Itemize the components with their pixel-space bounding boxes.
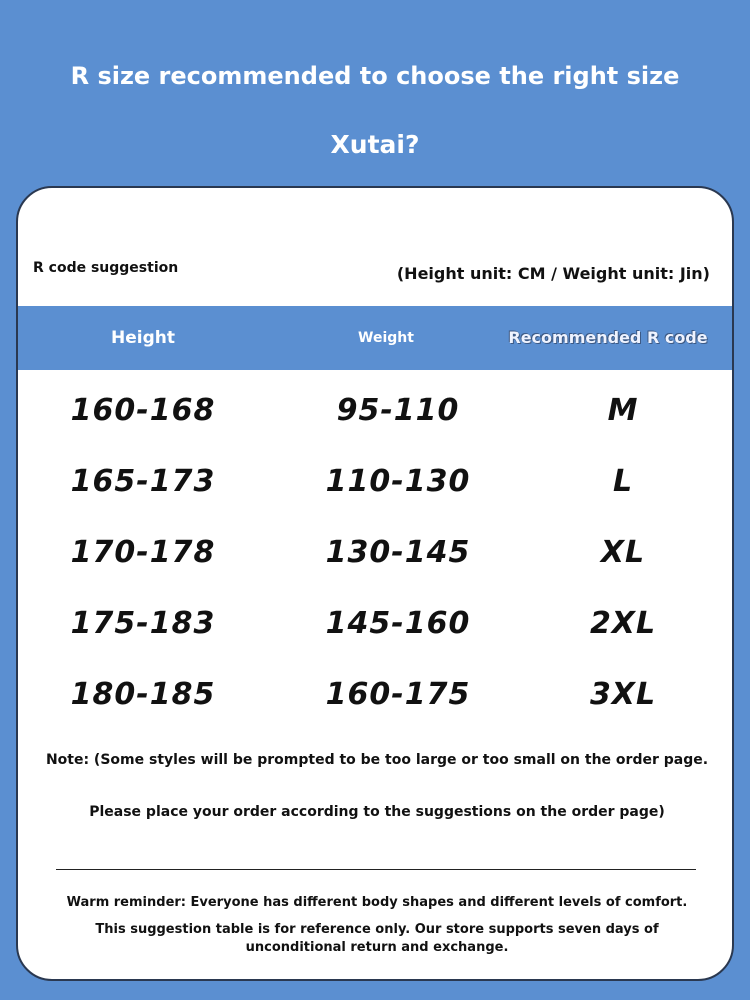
r-code-suggestion-label: R code suggestion — [33, 260, 179, 276]
table-header — [18, 306, 734, 370]
size-cell: L — [612, 464, 634, 499]
warm-reminder: Warm reminder: Everyone has different body shapes and different levels of comfort. — [66, 895, 688, 910]
table-row — [18, 386, 734, 436]
size-cell: 3XL — [589, 677, 657, 712]
page-title: R size recommended to choose the right size — [70, 62, 680, 90]
size-cell: 2XL — [589, 606, 657, 641]
weight-cell: 130-145 — [325, 535, 471, 570]
weight-cell: 145-160 — [325, 606, 471, 641]
header-recommended-code: Recommended R code — [508, 328, 708, 347]
height-cell: 160-168 — [70, 393, 216, 428]
size-cell: M — [607, 393, 639, 428]
order-page-note-continued: Please place your order according to the suggestions on the order page) — [89, 804, 665, 820]
brand-subtitle: Xutai? — [330, 130, 420, 159]
weight-cell: 160-175 — [325, 677, 471, 712]
header-height: Height — [111, 328, 175, 348]
weight-cell: 95-110 — [336, 393, 460, 428]
size-cell: XL — [600, 535, 646, 570]
height-cell: 175-183 — [70, 606, 216, 641]
divider — [56, 869, 696, 870]
header-weight: Weight — [358, 330, 414, 346]
height-cell: 165-173 — [70, 464, 216, 499]
table-row — [18, 599, 734, 649]
reference-notice: This suggestion table is for reference only. Our store supports seven days of — [95, 922, 659, 937]
height-cell: 180-185 — [70, 677, 216, 712]
table-row — [18, 528, 734, 578]
size-chart-card — [16, 186, 734, 981]
return-policy: unconditional return and exchange. — [245, 940, 509, 955]
unit-note: (Height unit: CM / Weight unit: Jin) — [396, 264, 710, 283]
height-cell: 170-178 — [70, 535, 216, 570]
weight-cell: 110-130 — [325, 464, 471, 499]
table-row — [18, 457, 734, 507]
order-page-note: Note: (Some styles will be prompted to be too large or too small on the order page. — [45, 752, 709, 768]
table-row — [18, 670, 734, 720]
